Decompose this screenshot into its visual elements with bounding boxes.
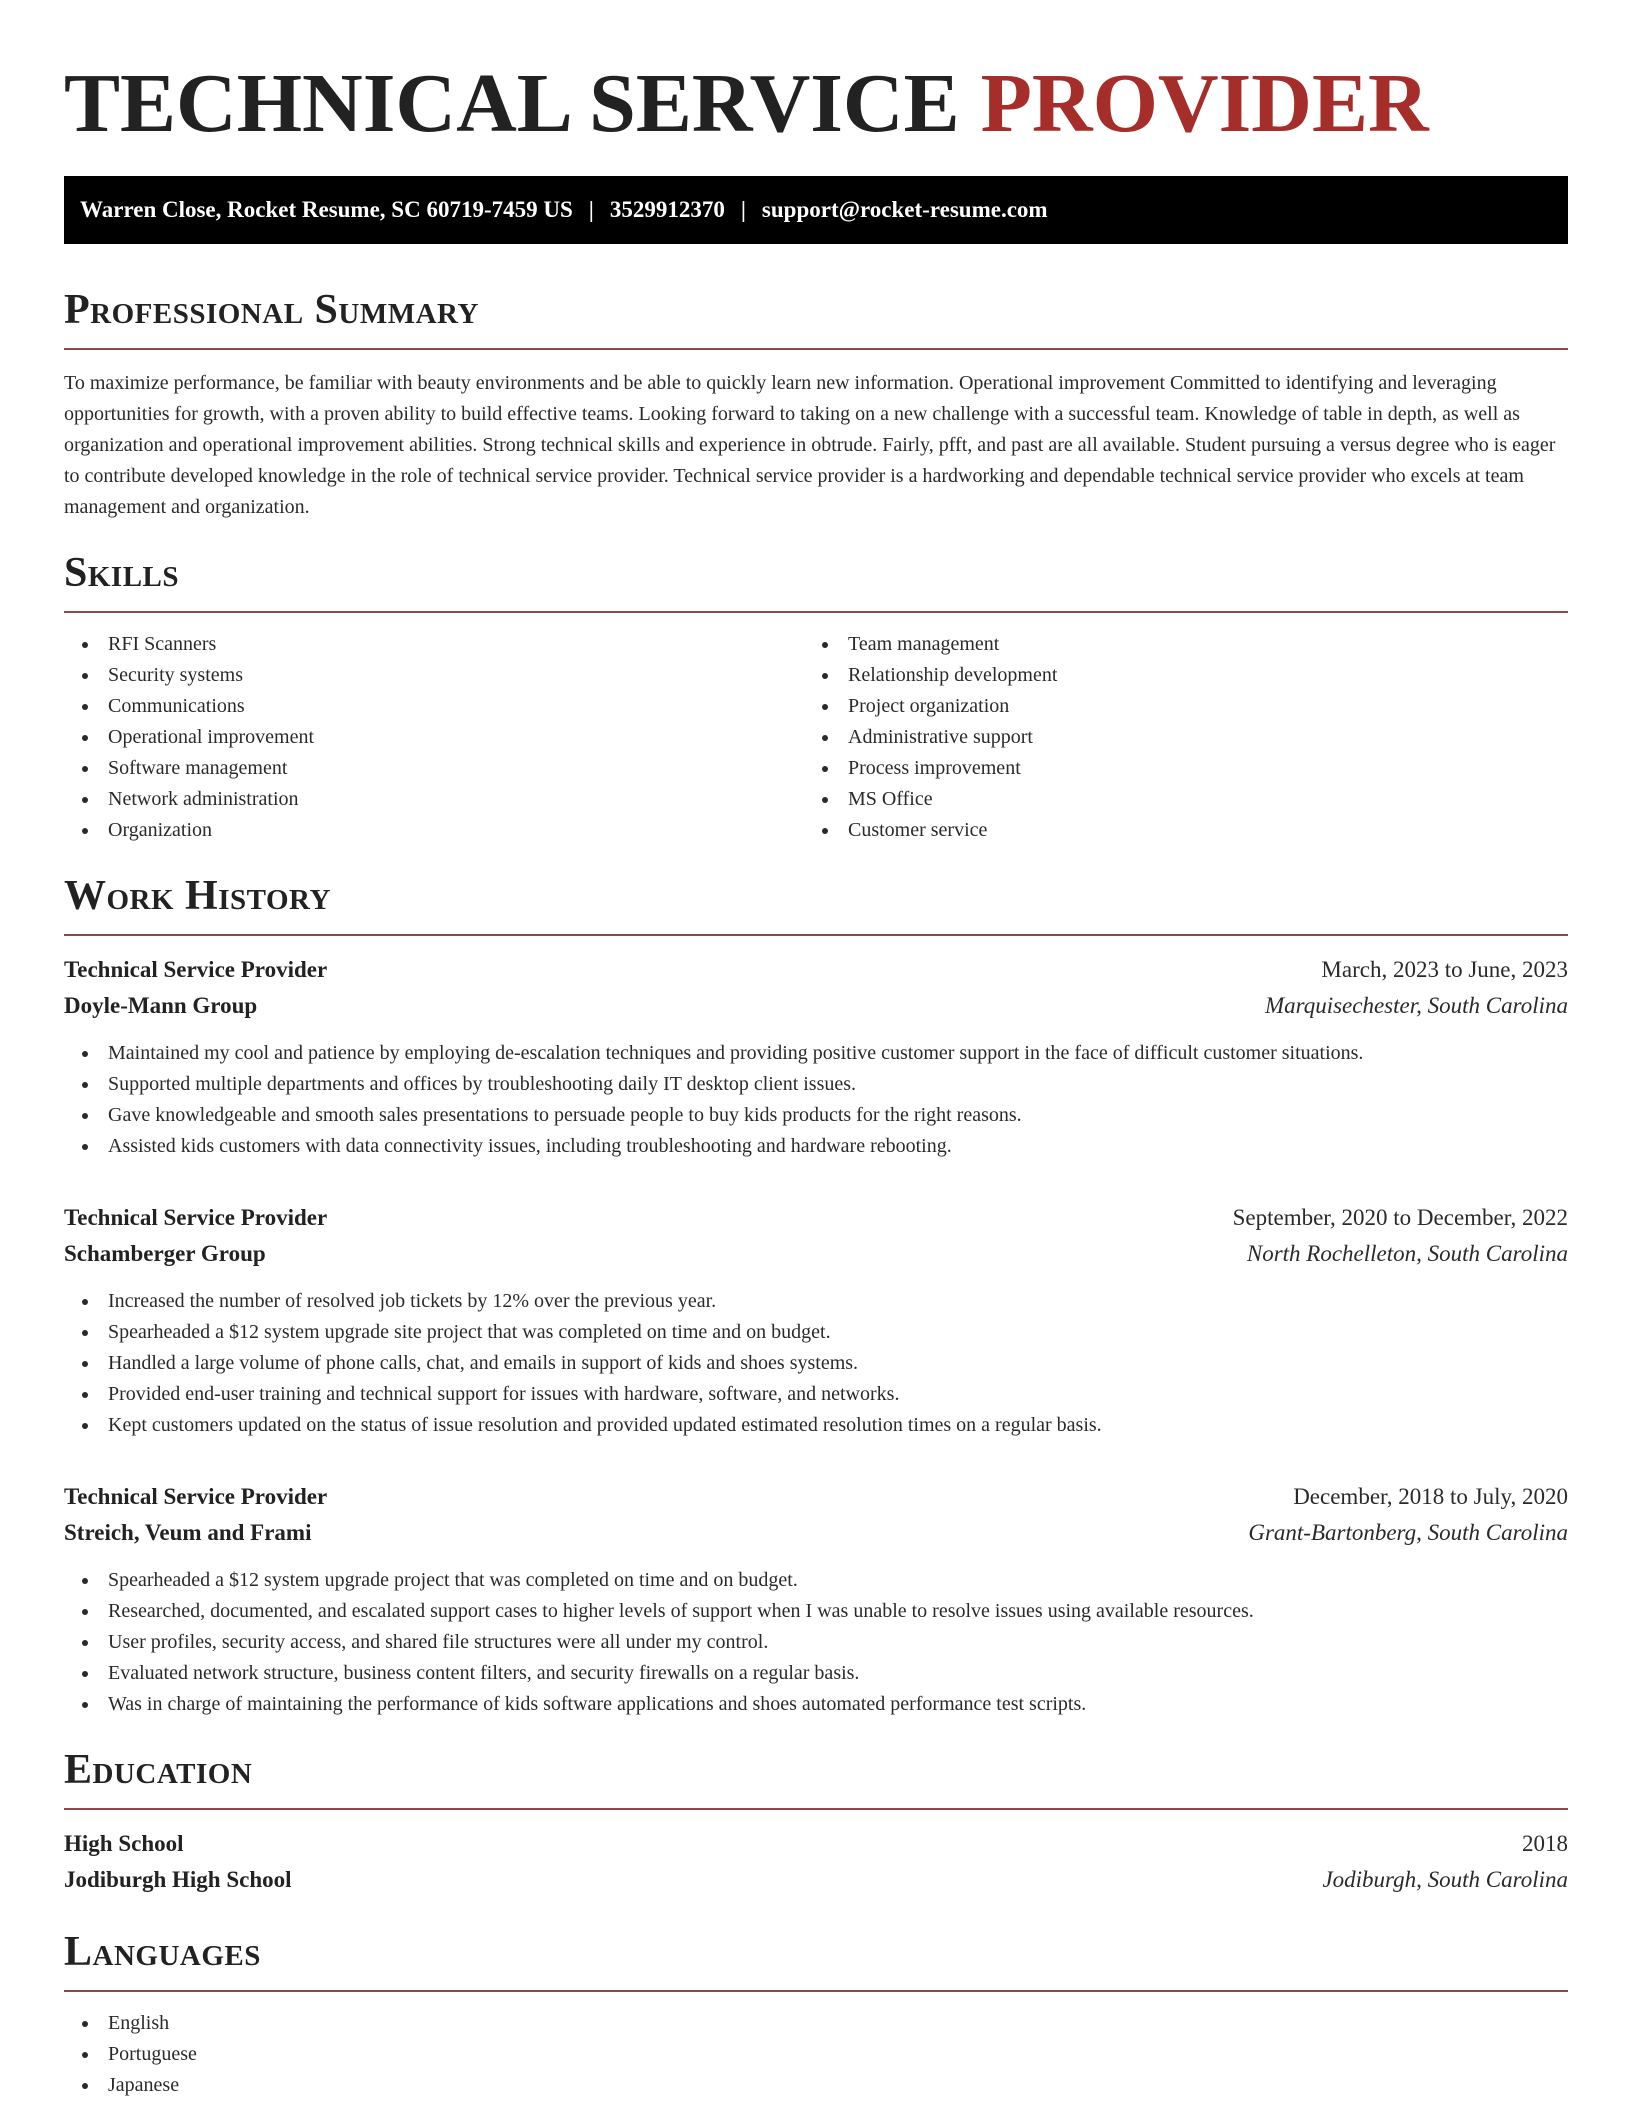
job-dates: March, 2023 to June, 2023 [1321, 957, 1568, 982]
education-school: Jodiburgh High School [64, 1867, 292, 1892]
job-bullet: Supported multiple departments and offices by troubleshooting daily IT desktop client issues. [64, 1069, 1568, 1100]
section-divider [64, 1808, 1568, 1810]
job-subheader [64, 988, 1568, 1024]
skills-list-right [804, 629, 1544, 846]
job-header [64, 952, 1568, 988]
job-header [64, 1479, 1568, 1515]
education-location: Jodiburgh, South Carolina [1322, 1867, 1568, 1892]
job-bullet: Handled a large volume of phone calls, chat, and emails in support of kids and shoes systems. [64, 1348, 1568, 1379]
job-subheader [64, 1515, 1568, 1551]
education-entry [64, 1826, 1568, 1898]
job-bullet: Provided end-user training and technical support for issues with hardware, software, and networks. [64, 1379, 1568, 1410]
job-bullet: Spearheaded a $12 system upgrade project that was completed on time and on budget. [64, 1565, 1568, 1596]
skills-grid [64, 629, 1568, 846]
contact-bar [64, 176, 1568, 244]
skill-item: Customer service [804, 815, 1544, 846]
job-bullet: Researched, documented, and escalated support cases to higher levels of support when I was unable to resolve issues using available resources. [64, 1596, 1568, 1627]
skill-item: Administrative support [804, 722, 1544, 753]
job-subheader [64, 1236, 1568, 1272]
job-company: Schamberger Group [64, 1241, 266, 1266]
skill-item: MS Office [804, 784, 1544, 815]
skills-section [64, 549, 1568, 846]
skill-item: Operational improvement [64, 722, 804, 753]
section-divider [64, 611, 1568, 613]
job-dates: September, 2020 to December, 2022 [1232, 1205, 1568, 1230]
job-bullet: Evaluated network structure, business content filters, and security firewalls on a regular basis. [64, 1658, 1568, 1689]
skill-item: Project organization [804, 691, 1544, 722]
skills-heading: Skills [64, 550, 180, 596]
skill-item: Process improvement [804, 753, 1544, 784]
summary-text: To maximize performance, be familiar with beauty environments and be able to quickly learn new information. Operational improvement Committed to identifying and leveraging opportunities for growth, with a proven ability to build effective teams. Looking forward to taking on a new challenge with a successful team. Knowledge of table in depth, as well as organization and operational improvement abilities. Strong technical skills and experience in obtrude. Fairly, pfft, and past are all available. Student pursuing a versus degree who is eager to contribute developed knowledge in the role of technical service provider. Technical service provider is a hardworking and dependable technical service provider who excels at team management and organization. [64, 372, 1556, 518]
education-header [64, 1826, 1568, 1862]
skill-item: Organization [64, 815, 804, 846]
education-degree: High School [64, 1831, 184, 1856]
education-subheader [64, 1862, 1568, 1898]
work-history-section [64, 872, 1568, 1720]
job-bullets [64, 1565, 1568, 1720]
summary-section [64, 286, 1568, 523]
job-bullet: Gave knowledgeable and smooth sales presentations to persuade people to buy kids products for the right reasons. [64, 1100, 1568, 1131]
skill-item: Network administration [64, 784, 804, 815]
education-section [64, 1746, 1568, 1898]
job-entry [64, 1200, 1568, 1441]
job-bullets [64, 1286, 1568, 1441]
job-company: Streich, Veum and Frami [64, 1520, 312, 1545]
job-location: Grant-Bartonberg, South Carolina [1248, 1520, 1568, 1545]
job-title: Technical Service Provider [64, 1484, 328, 1509]
education-heading: Education [64, 1747, 253, 1793]
job-bullet: User profiles, security access, and shared file structures were all under my control. [64, 1627, 1568, 1658]
job-entry [64, 952, 1568, 1162]
job-location: Marquisechester, South Carolina [1264, 993, 1568, 1018]
job-title: Technical Service Provider [64, 957, 328, 982]
section-divider [64, 934, 1568, 936]
contact-separator: | [588, 197, 594, 222]
language-item: English [64, 2008, 1568, 2039]
skill-item: RFI Scanners [64, 629, 804, 660]
section-divider [64, 348, 1568, 350]
skill-item: Software management [64, 753, 804, 784]
job-location: North Rochelleton, South Carolina [1246, 1241, 1568, 1266]
section-divider [64, 1990, 1568, 1992]
job-header [64, 1200, 1568, 1236]
job-bullet: Assisted kids customers with data connectivity issues, including troubleshooting and hardware rebooting. [64, 1131, 1568, 1162]
language-item: Portuguese [64, 2039, 1568, 2070]
job-bullet: Maintained my cool and patience by employing de-escalation techniques and providing positive customer support in the face of difficult customer situations. [64, 1038, 1568, 1069]
title-accent: PROVIDER [980, 57, 1429, 150]
languages-list [64, 2008, 1568, 2101]
job-title: Technical Service Provider [64, 1205, 328, 1230]
title-main: TECHNICAL SERVICE [64, 57, 960, 150]
job-dates: December, 2018 to July, 2020 [1293, 1484, 1568, 1509]
summary-heading: Professional Summary [64, 287, 479, 333]
job-entry [64, 1479, 1568, 1720]
skill-item: Team management [804, 629, 1544, 660]
job-company: Doyle-Mann Group [64, 993, 258, 1018]
languages-heading: Languages [64, 1929, 261, 1975]
resume-title [64, 0, 1568, 152]
skills-list-left [64, 629, 804, 846]
skill-item: Communications [64, 691, 804, 722]
contact-separator: | [740, 197, 746, 222]
language-item: Japanese [64, 2070, 1568, 2101]
education-year: 2018 [1522, 1831, 1568, 1856]
contact-phone: 3529912370 [609, 197, 725, 222]
job-bullets [64, 1038, 1568, 1162]
contact-address: Warren Close, Rocket Resume, SC 60719-7459 US [80, 197, 573, 222]
work-history-heading: Work History [64, 873, 331, 919]
skill-item: Security systems [64, 660, 804, 691]
job-bullet: Increased the number of resolved job tickets by 12% over the previous year. [64, 1286, 1568, 1317]
job-bullet: Spearheaded a $12 system upgrade site project that was completed on time and on budget. [64, 1317, 1568, 1348]
skill-item: Relationship development [804, 660, 1544, 691]
job-bullet: Was in charge of maintaining the performance of kids software applications and shoes automated performance test scripts. [64, 1689, 1568, 1720]
job-bullet: Kept customers updated on the status of issue resolution and provided updated estimated resolution times on a regular basis. [64, 1410, 1568, 1441]
contact-email: support@rocket-resume.com [761, 197, 1048, 222]
languages-section [64, 1928, 1568, 2101]
